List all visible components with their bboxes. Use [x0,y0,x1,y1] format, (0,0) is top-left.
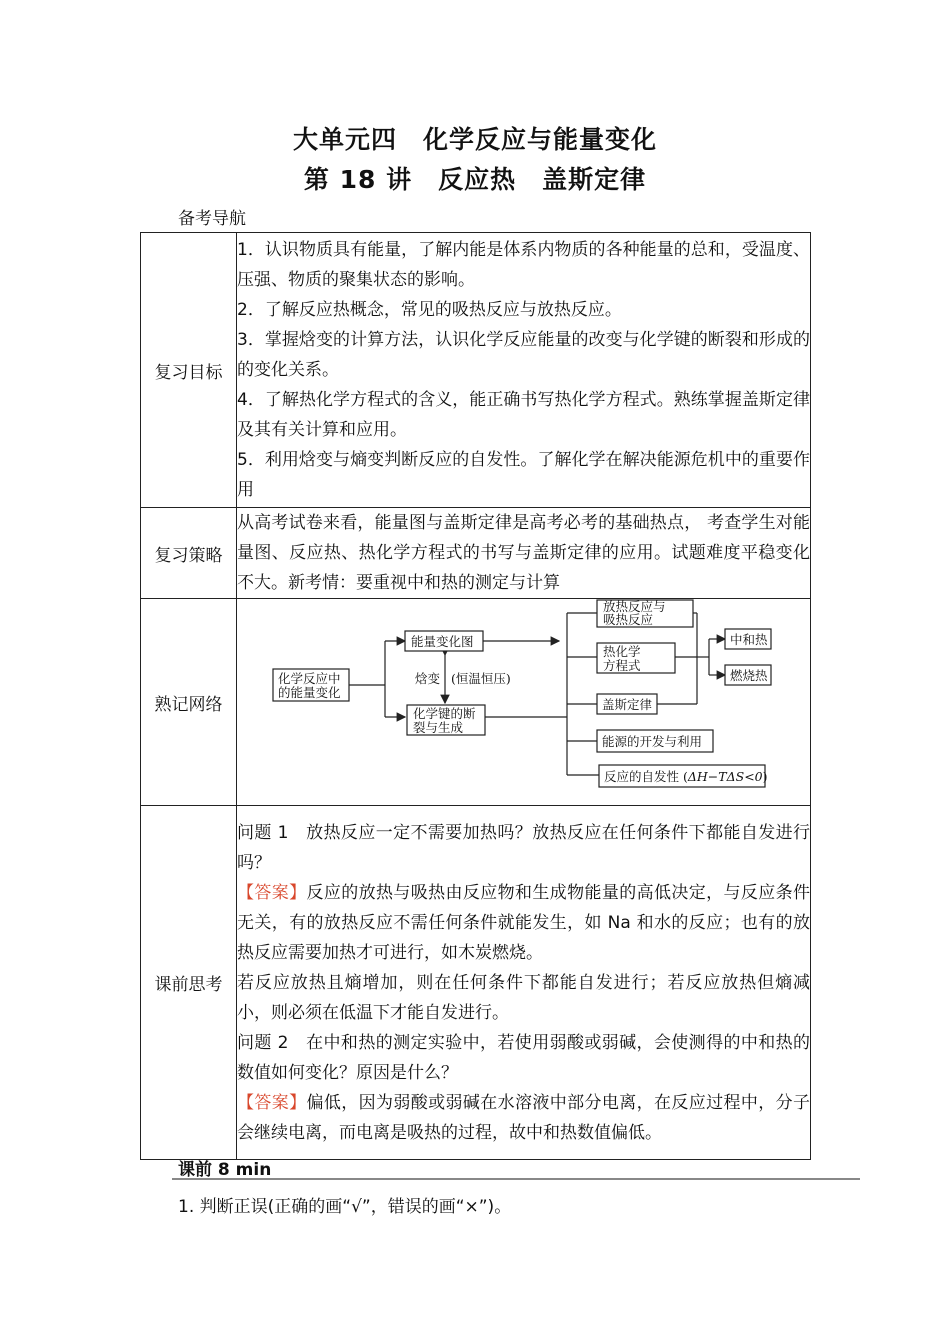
exercise-question: 1. 判断正误(正确的画“√”，错误的画“×”)。 [178,1197,512,1217]
answer-2-text: 偏低，因为弱酸或弱碱在水溶液中部分电离，在反应过程中，分子会继续电离，而电离是吸热的过程，故中和热数值偏低。 [237,1092,810,1143]
goal-item: 1．认识物质具有能量，了解内能是体系内物质的各种能量的总和，受温度、压强、物质的聚集状态的影响。 [237,240,810,290]
prethink-cell [237,806,811,1160]
row-label: 复习策略 [141,508,237,599]
node-root: 化学反应中 [278,671,341,686]
goal-item: 5．利用焓变与熵变判断反应的自发性。了解化学在解决能源危机中的重要作用 [237,450,810,500]
answer-tag: 【答案】 [237,1092,307,1113]
unit-title: 大单元四 化学反应与能量变化 [292,125,657,154]
node-exo-endo: 放热反应与 [603,599,666,614]
table-row-prethink [141,806,811,1160]
answer-1 [237,878,810,968]
network-diagram-cell [237,599,811,806]
table-row-goals [141,233,811,508]
node-bond: 化学键的断 [413,706,476,721]
goal-item: 4．了解热化学方程式的含义，能正确书写热化学方程式。熟练掌握盖斯定律及其有关计算和应用。 [237,390,810,440]
node-enthalpy-cond: (恒温恒压) [451,671,511,686]
node-hess: 盖斯定律 [602,697,653,712]
concept-map [237,599,811,805]
goal-item: 3．掌握焓变的计算方法，认识化学反应能量的改变与化学键的断裂和形成的的变化关系。 [237,330,810,380]
node-exo-endo-2: 吸热反应 [603,612,654,627]
review-table [140,232,811,1160]
node-thermo-eq: 热化学 [603,644,641,659]
section-label: 课前 8 min [178,1160,272,1180]
answer-2 [237,1088,810,1148]
goals-cell [237,233,811,508]
table-row-network [141,599,811,806]
strategy-cell [237,508,811,599]
lecture-title: 第 18 讲 反应热 盖斯定律 [303,165,647,194]
node-thermo-eq-2: 方程式 [603,658,641,673]
strategy-text: 从高考试卷来看，能量图与盖斯定律是高考必考的基础热点， 考查学生对能量图、反应热、热化学方程式的书写与盖斯定律的应用。试题难度平稳变化不大。新考情：要重视中和热的测定与计算 [237,513,810,593]
node-enthalpy: 焓变 [415,671,441,686]
answer-1-extra: 若反应放热且熵增加，则在任何条件下都能自发进行；若反应放热但熵减小，则必须在低温下才能自发进行。 [237,972,810,1023]
section-subheading: 备考导航 [178,209,246,229]
node-spontaneity: 反应的自发性 (ΔH−TΔS<0) [604,769,768,784]
question-2: 问题 2 在中和热的测定实验中，若使用弱酸或弱碱，会使测得的中和热的数值如何变化？原因是什么？ [237,1032,810,1083]
answer-1-text: 反应的放热与吸热由反应物和生成物能量的高低决定，与反应条件无关，有的放热反应不需任何条件就能发生，如 Na 和水的反应；也有的放热反应需要加热才可进行，如木炭燃烧。 [237,882,810,963]
answer-tag: 【答案】 [237,882,307,903]
node-energy-diagram: 能量变化图 [411,634,474,649]
node-root-2: 的能量变化 [278,685,341,700]
goal-item: 2．了解反应热概念，常见的吸热反应与放热反应。 [237,300,622,320]
node-neutral-heat: 中和热 [730,632,768,647]
question-1: 问题 1 放热反应一定不需要加热吗？放热反应在任何条件下都能自发进行吗？ [237,822,810,873]
row-label: 复习目标 [141,233,237,508]
node-combustion-heat: 燃烧热 [730,668,768,683]
row-label: 课前思考 [141,806,237,1160]
node-energy-dev: 能源的开发与利用 [602,734,703,749]
table-row-strategy [141,508,811,599]
section-divider [172,1178,860,1180]
node-bond-2: 裂与生成 [413,720,464,735]
row-label: 熟记网络 [141,599,237,806]
